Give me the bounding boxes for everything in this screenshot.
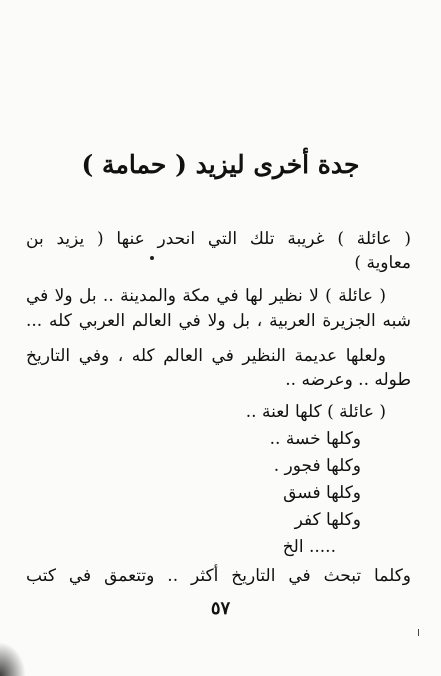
page-number: ٥٧: [210, 598, 231, 619]
verse-line-4: وكلها فسق: [283, 483, 361, 503]
paragraph-3-line-2: طوله .. وعرضه ..: [285, 370, 411, 390]
scan-shadow: [0, 642, 26, 676]
paragraph-1-line-2: معاوية ): [354, 253, 411, 273]
verse-line-6: ..... الخ: [282, 537, 336, 557]
paragraph-2-line-2: شبه الجزيرة العربية ، بل ولا في العالم العربي كله ...: [26, 311, 411, 331]
page-title: جدة أخرى ليزيد ( حمامة ): [81, 150, 360, 179]
closing-line: وكلما تبحث في التاريخ أكثر .. وتتعمق في كتب: [26, 566, 411, 586]
scan-tick-mark: [418, 629, 419, 636]
paragraph-3-line-1: ولعلها عديمة النظير في العالم كله ، وفي التاريخ: [26, 346, 386, 366]
ink-dot: [150, 256, 154, 260]
verse-line-5: وكلها كفر: [294, 510, 361, 530]
verse-line-2: وكلها خسة ..: [269, 429, 361, 449]
paragraph-2-line-1: ( عائلة ) لا نظير لها في مكة والمدينة .. بل ولا في: [26, 286, 386, 306]
verse-line-3: وكلها فجور .: [273, 456, 361, 476]
paragraph-1-line-1: ( عائلة ) غريبة تلك التي انحدر عنها ( يزيد بن: [26, 229, 411, 249]
verse-line-1: ( عائلة ) كلها لعنة ..: [245, 402, 386, 422]
